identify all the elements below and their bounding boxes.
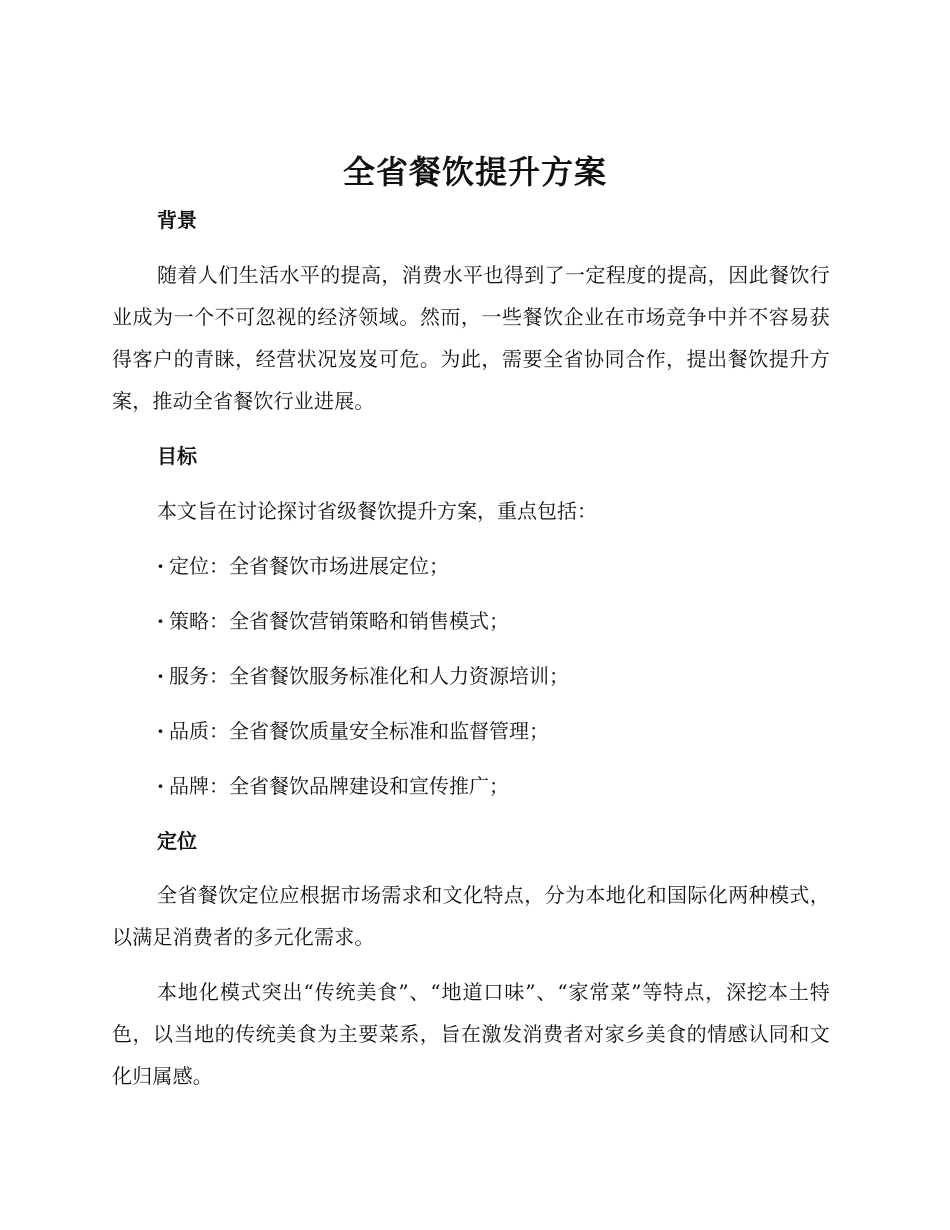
goal-item-positioning — [157, 551, 449, 581]
goal-item-strategy — [157, 606, 509, 636]
goals-intro: 本文旨在讨论探讨省级餐饮提升方案，重点包括： — [157, 499, 597, 523]
goal-item-quality — [157, 716, 549, 746]
goal-item-text: 品质：全省餐饮质量安全标准和监督管理； — [169, 719, 549, 743]
positioning-paragraph-1: 全省餐饮定位应根据市场需求和文化特点，分为本地化和国际化两种模式，以满足消费者的多元化需求。 — [112, 883, 830, 949]
bullet-icon: · — [157, 774, 164, 798]
goal-item-service — [157, 661, 569, 691]
positioning-paragraph-2: 本地化模式突出“传统美食”、“地道口味”、“家常菜”等特点，深挖本土特色，以当地的传统美食为主要菜系，旨在激发消费者对家乡美食的情感认同和文化归属感。 — [112, 980, 830, 1088]
background-paragraph: 随着人们生活水平的提高，消费水平也得到了一定程度的提高，因此餐饮行业成为一个不可忽视的经济领域。然而，一些餐饮企业在市场竞争中并不容易获得客户的青睐，经营状况岌岌可危。为此，需要全省协同合作，提出餐饮提升方案，推动全省餐饮行业进展。 — [112, 263, 830, 413]
goal-item-text: 服务：全省餐饮服务标准化和人力资源培训； — [169, 664, 569, 688]
section-heading-background: 背景 — [157, 208, 197, 232]
document-title: 全省餐饮提升方案 — [342, 153, 607, 191]
bullet-icon: · — [157, 609, 164, 633]
bullet-icon: · — [157, 719, 164, 743]
goal-item-brand — [157, 771, 509, 801]
goal-item-text: 定位：全省餐饮市场进展定位； — [169, 554, 449, 578]
section-heading-positioning: 定位 — [157, 829, 197, 853]
bullet-icon: · — [157, 554, 164, 578]
section-heading-goals: 目标 — [157, 444, 197, 468]
goal-item-text: 策略：全省餐饮营销策略和销售模式； — [169, 609, 509, 633]
bullet-icon: · — [157, 664, 164, 688]
goal-item-text: 品牌：全省餐饮品牌建设和宣传推广； — [169, 774, 509, 798]
